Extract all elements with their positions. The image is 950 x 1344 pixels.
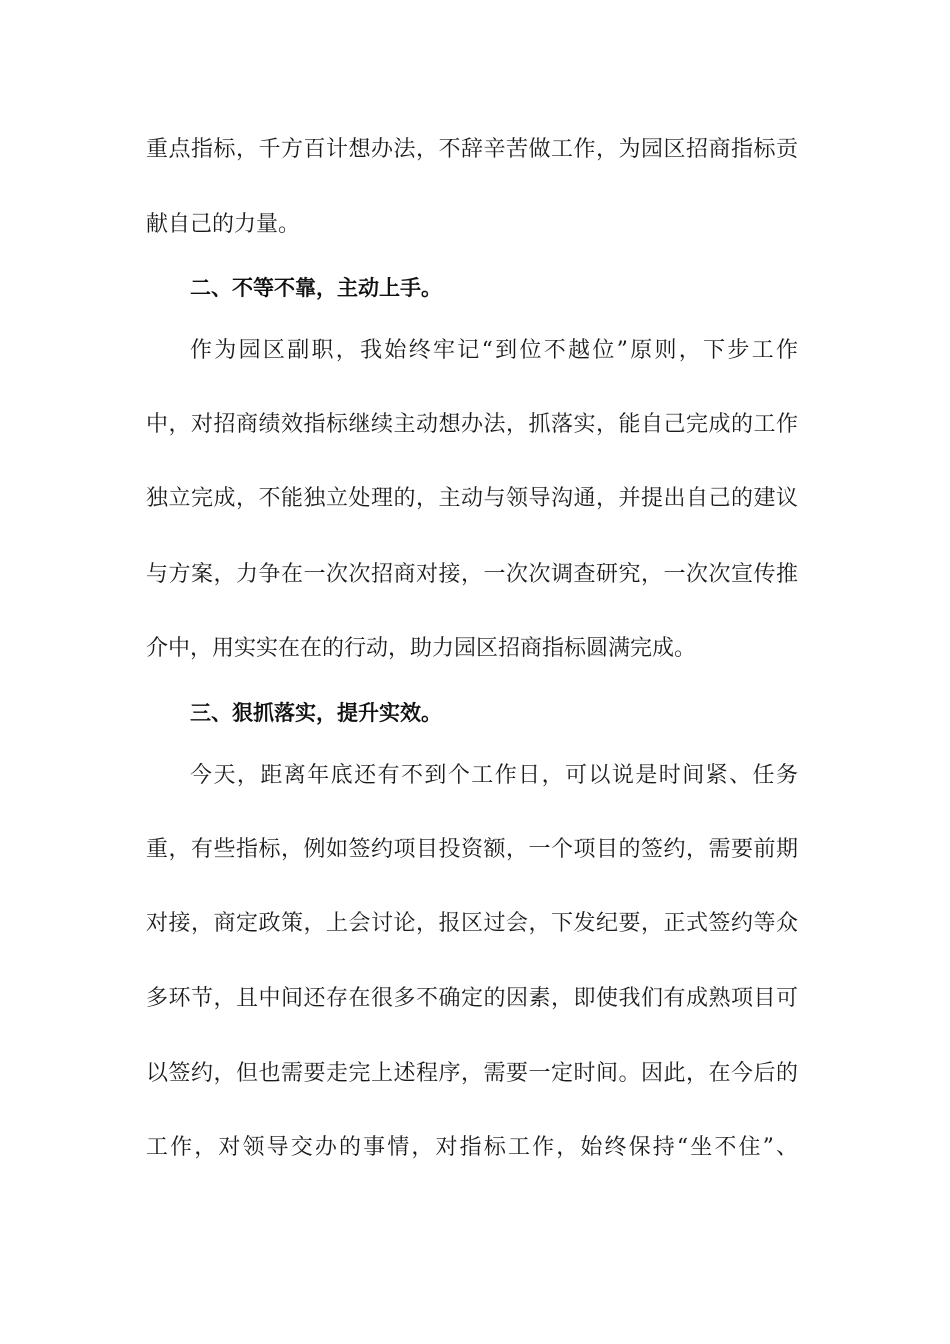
paragraph-line: 独立完成，不能独立处理的，主动与领导沟通，并提出自己的建议: [146, 486, 798, 511]
section-heading: 二、不等不靠，主动上手。: [190, 276, 442, 300]
paragraph-line: 与方案，力争在一次次招商对接，一次次调查研究，一次次宣传推: [146, 562, 798, 587]
paragraph-line: 重，有些指标，例如签约项目投资额，一个项目的签约，需要前期: [146, 837, 798, 862]
paragraph-line: 作为园区副职，我始终牢记“到位不越位”原则，下步工作: [190, 338, 798, 363]
paragraph-line: 对接，商定政策，上会讨论，报区过会，下发纪要，正式签约等众: [146, 911, 798, 936]
paragraph-line: 中，对招商绩效指标继续主动想办法，抓落实，能自己完成的工作: [146, 412, 798, 437]
paragraph-line: 献自己的力量。: [146, 212, 301, 237]
paragraph-line: 今天，距离年底还有不到个工作日，可以说是时间紧、任务: [190, 763, 798, 788]
paragraph-line: 工作，对领导交办的事情，对指标工作，始终保持“坐不住”、: [146, 1135, 798, 1160]
paragraph-line: 介中，用实实在在的行动，助力园区招商指标圆满完成。: [146, 636, 697, 661]
section-heading: 三、狠抓落实，提升实效。: [190, 701, 442, 725]
paragraph-line: 重点指标，千方百计想办法，不辞辛苦做工作，为园区招商指标贡: [146, 137, 798, 162]
paragraph-line: 多环节，且中间还存在很多不确定的因素，即使我们有成熟项目可: [146, 986, 798, 1011]
paragraph-line: 以签约，但也需要走完上述程序，需要一定时间。因此，在今后的: [146, 1061, 798, 1086]
